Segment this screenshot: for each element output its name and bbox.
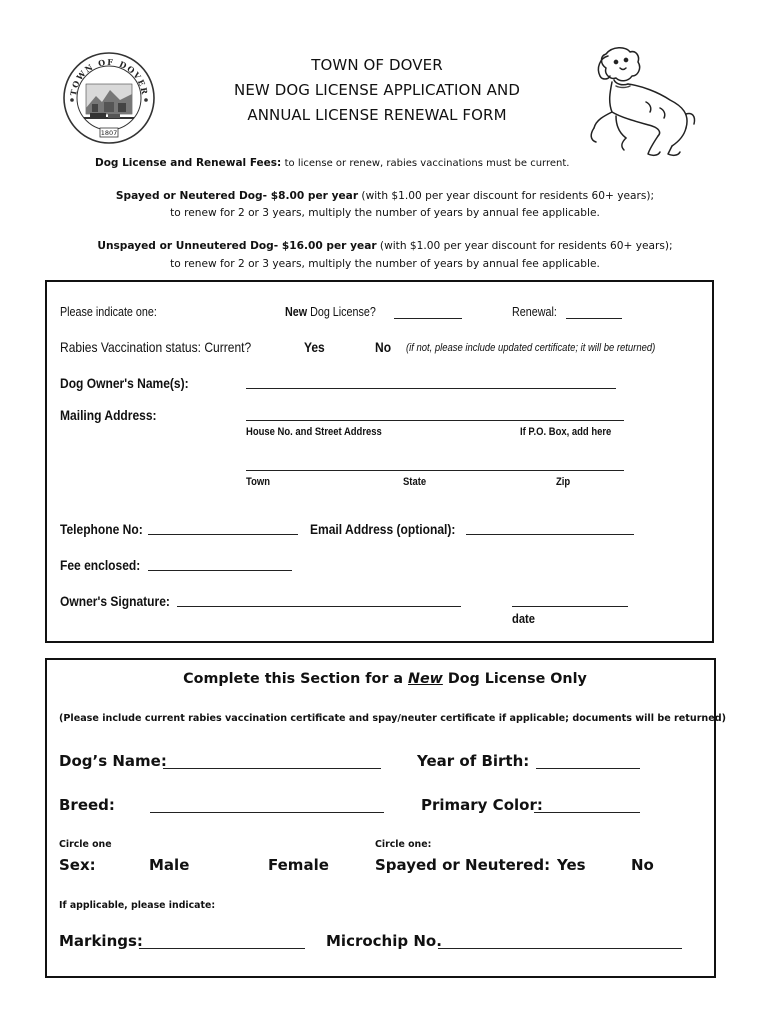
rabies-status-label: Rabies Vaccination status: Current? (60, 339, 252, 355)
unspayed-fee-line (0, 240, 770, 252)
sex-female-option[interactable]: Female (268, 856, 329, 874)
new-license-box (45, 658, 716, 978)
telephone-label: Telephone No: (60, 521, 143, 537)
breed-field[interactable] (150, 812, 384, 813)
owner-name-field[interactable] (246, 388, 616, 389)
rabies-no-option[interactable]: No (375, 339, 392, 355)
town-state-zip-field[interactable] (246, 470, 624, 471)
new-license-label: New Dog License? (285, 305, 376, 319)
sex-label: Sex: (59, 856, 96, 874)
year-of-birth-label: Year of Birth: (417, 752, 530, 770)
fees-label: Dog License and Renewal Fees: (95, 157, 282, 169)
email-label: Email Address (optional): (310, 521, 456, 537)
owner-info-box (45, 280, 714, 643)
breed-label: Breed: (59, 796, 115, 814)
spayed-fee-line (0, 190, 770, 202)
unspayed-fee-bold: Unspayed or Unneutered Dog- $16.00 per year (97, 240, 377, 252)
fees-note: to license or renew, rabies vaccinations must be current. (284, 158, 570, 169)
date-caption: date (512, 611, 535, 626)
dog-illustration (586, 42, 700, 160)
markings-field[interactable] (139, 948, 305, 949)
spayed-no-option[interactable]: No (631, 856, 654, 874)
town-seal-logo (62, 48, 156, 148)
new-license-field[interactable] (394, 318, 462, 319)
zip-caption: Zip (556, 476, 571, 488)
town-caption: Town (246, 476, 270, 488)
state-caption: State (403, 476, 427, 488)
street-address-field[interactable] (246, 420, 624, 421)
primary-color-field[interactable] (534, 812, 640, 813)
seal-text: TOWN OF DOVER (67, 56, 151, 97)
fees-intro (95, 157, 569, 169)
renewal-label: Renewal: (512, 305, 557, 319)
unspayed-fee-line-2: to renew for 2 or 3 years, multiply the number of years by annual fee applicable. (170, 258, 600, 270)
email-field[interactable] (466, 534, 634, 535)
renewal-field[interactable] (566, 318, 622, 319)
primary-color-label: Primary Color: (421, 796, 543, 814)
sex-male-option[interactable]: Male (149, 856, 190, 874)
form-title-line-3: ANNUAL LICENSE RENEWAL FORM (247, 106, 507, 124)
form-title-line-2: NEW DOG LICENSE APPLICATION AND (234, 81, 520, 99)
mailing-address-label: Mailing Address: (60, 407, 157, 423)
spayed-fee-bold: Spayed or Neutered Dog- $8.00 per year (115, 190, 359, 202)
new-section-heading: Complete this Section for a New Dog License Only (183, 671, 587, 687)
po-box-caption: If P.O. Box, add here (520, 426, 612, 438)
form-title-line-1: TOWN OF DOVER (311, 56, 443, 74)
year-of-birth-field[interactable] (536, 768, 640, 769)
rabies-yes-option[interactable]: Yes (304, 339, 325, 355)
dog-name-field[interactable] (163, 768, 381, 769)
unspayed-fee-rest: (with $1.00 per year discount for residents 60+ years); (376, 240, 673, 252)
indicate-one-label: Please indicate one: (60, 305, 157, 319)
fee-enclosed-field[interactable] (148, 570, 292, 571)
fee-enclosed-label: Fee enclosed: (60, 557, 141, 573)
spayed-fee-rest: (with $1.00 per year discount for residents 60+ years); (358, 190, 655, 202)
markings-label: Markings: (59, 932, 143, 950)
rabies-note: (if not, please include updated certificate; it will be returned) (406, 342, 656, 354)
signature-field[interactable] (177, 606, 461, 607)
street-address-caption: House No. and Street Address (246, 426, 382, 438)
microchip-label: Microchip No. (326, 932, 442, 950)
spayed-yes-option[interactable]: Yes (557, 856, 586, 874)
signature-label: Owner's Signature: (60, 593, 170, 609)
spayed-fee-line-2: to renew for 2 or 3 years, multiply the number of years by annual fee applicable. (170, 207, 600, 219)
circle-one-caption-2: Circle one: (375, 839, 432, 850)
owner-name-label: Dog Owner's Name(s): (60, 375, 189, 391)
telephone-field[interactable] (148, 534, 298, 535)
date-field[interactable] (512, 606, 628, 607)
microchip-field[interactable] (438, 948, 682, 949)
circle-one-caption: Circle one (59, 839, 112, 850)
new-emphasis: New (407, 671, 443, 687)
new-section-note: (Please include current rabies vaccination certificate and spay/neuter certificate if applicable; documents will be returned) (59, 713, 727, 724)
seal-year: 1807 (100, 129, 118, 137)
dog-name-label: Dog’s Name: (59, 752, 167, 770)
if-applicable-caption: If applicable, please indicate: (59, 900, 216, 911)
spayed-neutered-label: Spayed or Neutered: (375, 856, 551, 874)
